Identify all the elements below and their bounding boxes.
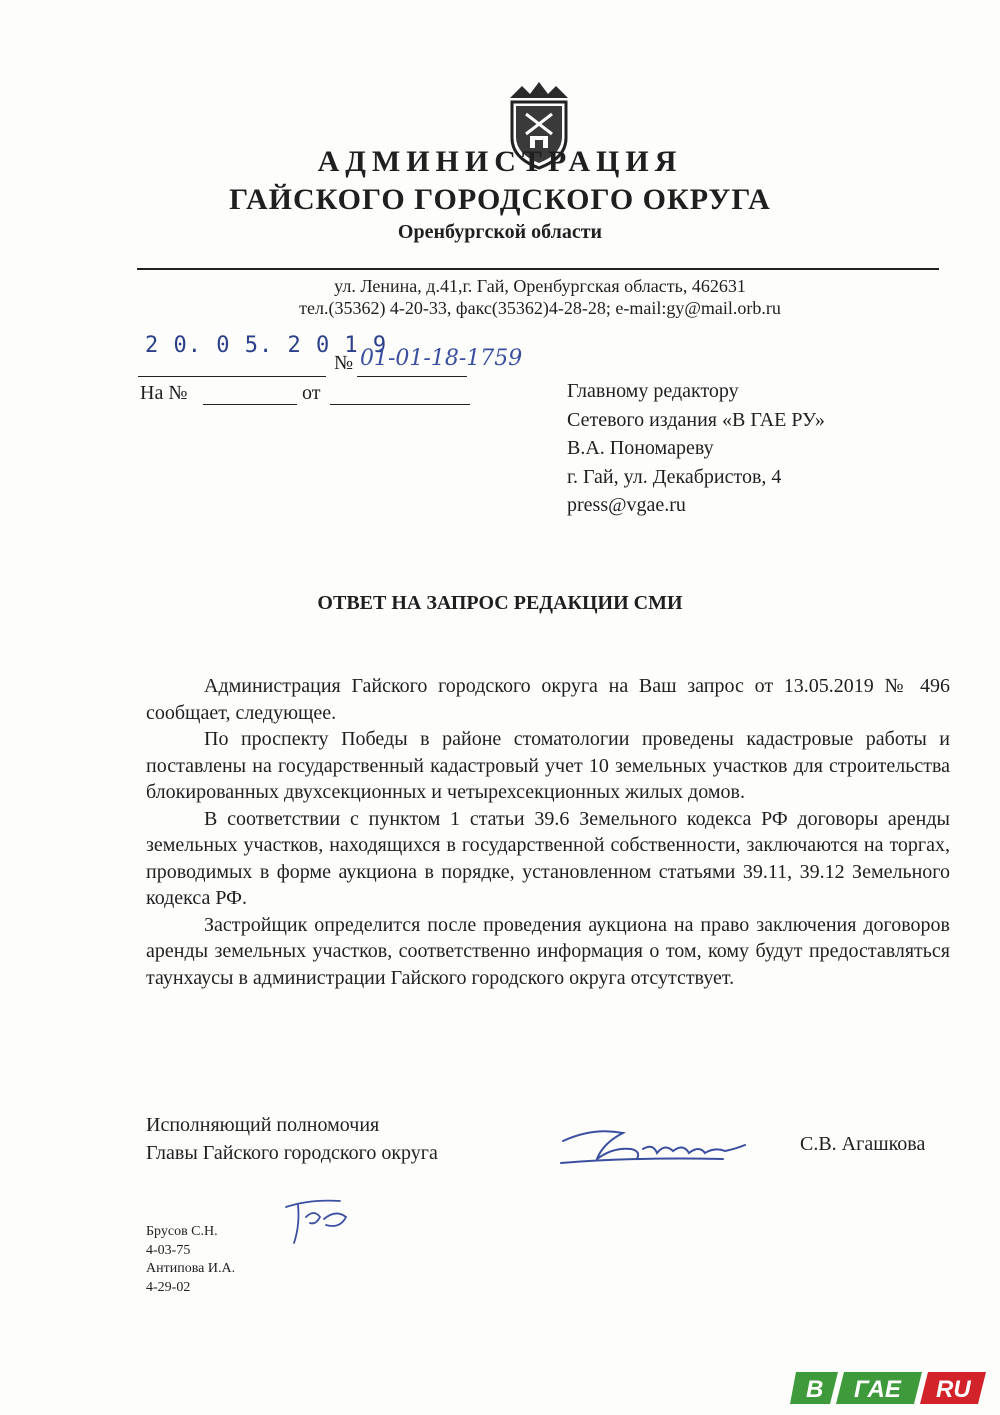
contacts-block xyxy=(146,1223,235,1297)
incoming-number-underline xyxy=(203,404,297,405)
vgae-logo xyxy=(790,1368,990,1408)
logo-part-ru: RU xyxy=(936,1376,971,1403)
contact-phone: 4-03-75 xyxy=(146,1242,191,1258)
address-line: ул. Ленина, д.41,г. Гай, Оренбургская область, 462631 xyxy=(334,276,746,296)
body-paragraph: Администрация Гайского городского округа на Ваш запрос от 13.05.2019 № 496 сообщает, следующее. xyxy=(146,675,950,724)
signatory-name: С.В. Агашкова xyxy=(800,1133,926,1155)
body-paragraph: По проспекту Победы в районе стоматологии проведены кадастровые работы и поставлены на государственный кадастровый учет 10 земельных участков для строительства блокированных двухсекционных и четырехсекционных жилых домов. xyxy=(146,728,950,803)
logo-part-gae: ГАЕ xyxy=(854,1376,901,1403)
recipient-block xyxy=(567,377,825,520)
number-underline xyxy=(357,376,467,377)
date-stamp: 2 0. 0 5. 2 0 1 9 xyxy=(145,333,388,358)
position-line: Исполняющий полномочия xyxy=(146,1114,380,1136)
contact-line: тел.(35362) 4-20-33, факс(35362)4-28-28; e-mail:gy@mail.orb.ru xyxy=(299,298,781,318)
header-title: АДМИНИСТРАЦИЯ xyxy=(317,145,683,178)
body-paragraph: Застройщик определится после проведения аукциона на право заключения договоров аренды земельных участков, соответственно информация о том, кому будут предоставляться таунхаусы в администрации Гайского городского округа отсутствует. xyxy=(146,913,950,989)
handwritten-initials xyxy=(280,1195,360,1250)
letter-body xyxy=(146,673,950,991)
incoming-date-underline xyxy=(330,404,470,405)
contact-person: Брусов С.Н. xyxy=(146,1224,218,1239)
handwritten-signature xyxy=(553,1113,753,1173)
body-paragraph: В соответствии с пунктом 1 статьи 39.6 Земельного кодекса РФ договоры аренды земельных участков, находящихся в государственной собственности, заключаются на торгах, проводимых в форме аукциона в порядке, установленном статьями 39.11, 39.12 Земельного кодекса РФ. xyxy=(146,807,950,909)
incoming-number-label: На № xyxy=(140,382,188,404)
date-underline xyxy=(138,376,326,377)
header-divider xyxy=(137,268,939,270)
incoming-date-label: от xyxy=(302,382,321,404)
signatory-position xyxy=(146,1111,438,1167)
recipient-line: Главному редактору xyxy=(567,380,739,402)
recipient-line: В.А. Пономареву xyxy=(567,437,714,459)
header-subtitle: ГАЙСКОГО ГОРОДСКОГО ОКРУГА xyxy=(229,183,771,216)
contact-person: Антипова И.А. xyxy=(146,1261,236,1276)
header-region: Оренбургской области xyxy=(397,221,603,243)
recipient-email: press@vgae.ru xyxy=(567,494,686,516)
contact-phone: 4-29-02 xyxy=(146,1279,191,1295)
outgoing-number: 01-01-18-1759 xyxy=(360,346,523,371)
logo-part-v: В xyxy=(806,1376,824,1403)
document-subject: ОТВЕТ НА ЗАПРОС РЕДАКЦИИ СМИ xyxy=(317,592,683,614)
recipient-line: Сетевого издания «В ГАЕ РУ» xyxy=(567,408,825,431)
recipient-line: г. Гай, ул. Декабристов, 4 xyxy=(567,465,782,488)
number-label: № xyxy=(334,352,354,374)
position-line: Главы Гайского городского округа xyxy=(146,1142,438,1164)
